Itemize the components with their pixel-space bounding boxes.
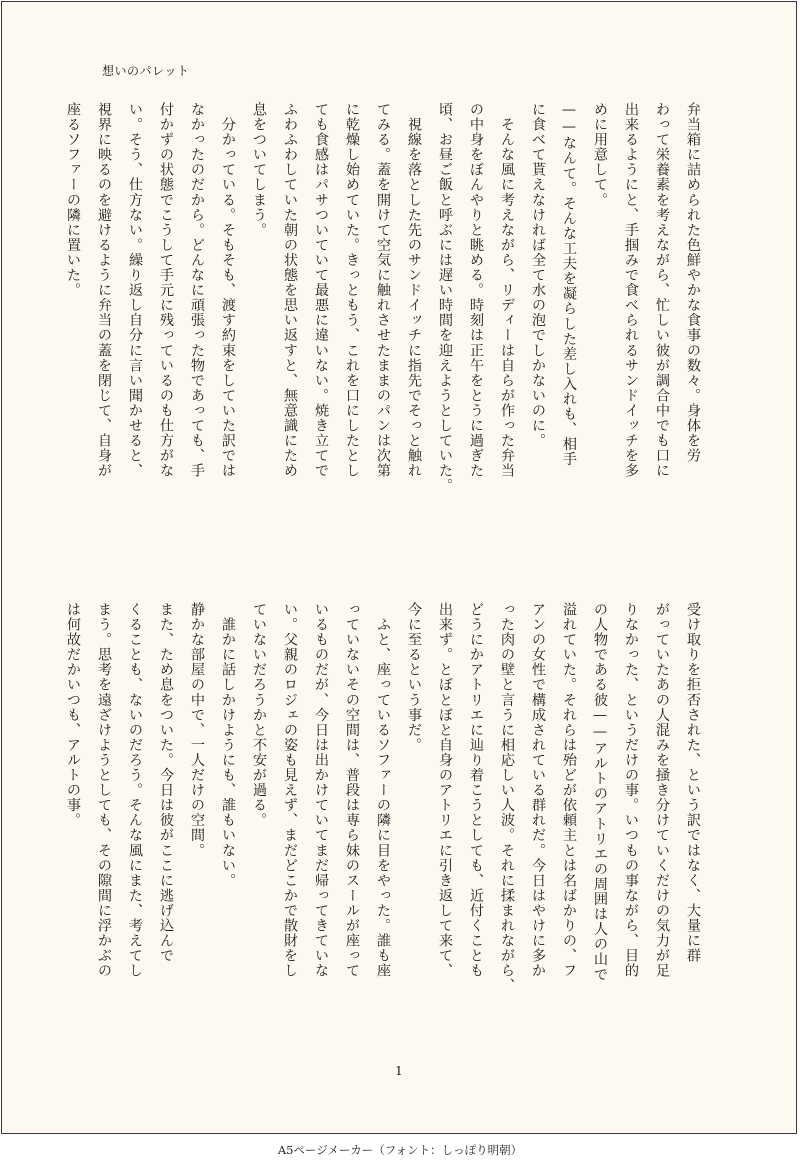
text-line: なかったのだから。どんなに頑張った物であっても、手 [189, 102, 205, 479]
text-line: 視界に映るのを避けるように弁当の蓋を閉じて、自身が [96, 102, 112, 479]
text-line: ——なんて。そんな工夫を凝らした差し入れも、相手 [561, 102, 577, 467]
text-line: がっていたあの人混みを掻き分けていくだけの気力が足 [654, 602, 670, 979]
text-line: 付かずの状態でこうして手元に残っているのも仕方がな [158, 102, 174, 479]
text-line: めに用意して。 [592, 102, 608, 208]
text-line: 静かな部屋の中で、一人だけの空間。 [189, 602, 205, 858]
text-line: 誰かに話しかけようにも、誰もいない。 [220, 602, 236, 888]
text-line: いるものだが、今日は出かけていてまだ帰ってきていな [313, 602, 329, 979]
text-line: ふわふわしていた朝の状態を思い返すと、無意識にため [282, 102, 298, 479]
text-line: 今に至るという事だ。 [406, 602, 422, 753]
text-line: くることも、ないのだろう。そんな風にまた、考えてし [127, 602, 143, 979]
text-line: ても食感はパサついていて最悪に違いない。焼き立てで [313, 102, 329, 479]
text-line: に乾燥し始めていた。きっともう、これを口にしたとし [344, 102, 360, 479]
text-line: どうにかアトリエに辿り着こうとしても、近付くことも [468, 602, 484, 979]
text-line: アンの女性で構成されている群れだ。今日はやけに多か [530, 602, 546, 979]
text-line: った肉の壁と言うに相応しい人波。それに揉まれながら、 [499, 602, 515, 994]
manuscript-page [1, 1, 797, 1134]
page-number: 1 [395, 1064, 403, 1078]
text-line: 受け取りを拒否された、という訳ではなく、大量に群 [685, 602, 701, 964]
running-head: 想いのパレット [102, 64, 190, 78]
text-line: の人物である彼——アルトのアトリエの周囲は人の山で [592, 602, 608, 982]
text-line: そんな風に考えながら、リディーは自らが作った弁当 [499, 102, 515, 479]
text-line: に食べて貰えなければ全て水の泡でしかないのに。 [530, 102, 546, 449]
text-line: の中身をぼんやりと眺める。時刻は正午をとうに過ぎた [468, 102, 484, 479]
text-line: ふと、座っているソファーの隣に目をやった。誰も座 [375, 602, 391, 979]
lower-text-block [57, 602, 708, 1072]
text-line: わって栄養素を考えながら、忙しい彼が調合中でも口に [654, 102, 670, 479]
text-line: 分かっている。そもそも、渡す約束をしていた訳では [220, 102, 236, 479]
text-line: い。父親のロジェの姿も見えず、まだどこかで散財をし [282, 602, 298, 979]
text-line: 視線を落とした先のサンドイッチに指先でそっと触れ [406, 102, 422, 479]
text-line: てみる。蓋を開けて空気に触れさせたままのパンは次第 [375, 102, 391, 479]
text-line: は何故だかいつも、アルトの事。 [65, 602, 81, 828]
upper-text-block [57, 102, 708, 572]
text-line: 息をついてしまう。 [251, 102, 267, 238]
text-line: 弁当箱に詰められた色鮮やかな食事の数々。身体を労 [685, 102, 701, 464]
text-line: っていないその空間は、普段は専ら妹のスールが座って [344, 602, 360, 979]
text-line: 座るソファーの隣に置いた。 [65, 102, 81, 298]
text-line: ていないだろうかと不安が過る。 [251, 602, 267, 828]
text-line: 出来ず。とぼとぼと自身のアトリエに引き返して来て、 [437, 602, 453, 979]
generator-caption: A5ページメーカー（フォント：しっぽり明朝） [277, 1143, 523, 1157]
text-line: 頃、お昼ご飯と呼ぶには遅い時間を迎えようとしていた。 [437, 102, 453, 494]
text-line: りなかった、というだけの事。いつもの事ながら、目的 [623, 602, 639, 979]
text-line: い。そう、仕方ない。繰り返し自分に言い聞かせると、 [127, 102, 143, 479]
text-line: 溢れていた。それらは殆どが依頼主とは名ばかりの、フ [561, 602, 577, 979]
text-line: また、ため息をついた。今日は彼がここに逃げ込んで [158, 602, 174, 964]
text-line: まう。思考を遠ざけようとしても、その隙間に浮かぶの [96, 602, 112, 979]
text-line: 出来るようにと、手掴みで食べられるサンドイッチを多 [623, 102, 639, 479]
